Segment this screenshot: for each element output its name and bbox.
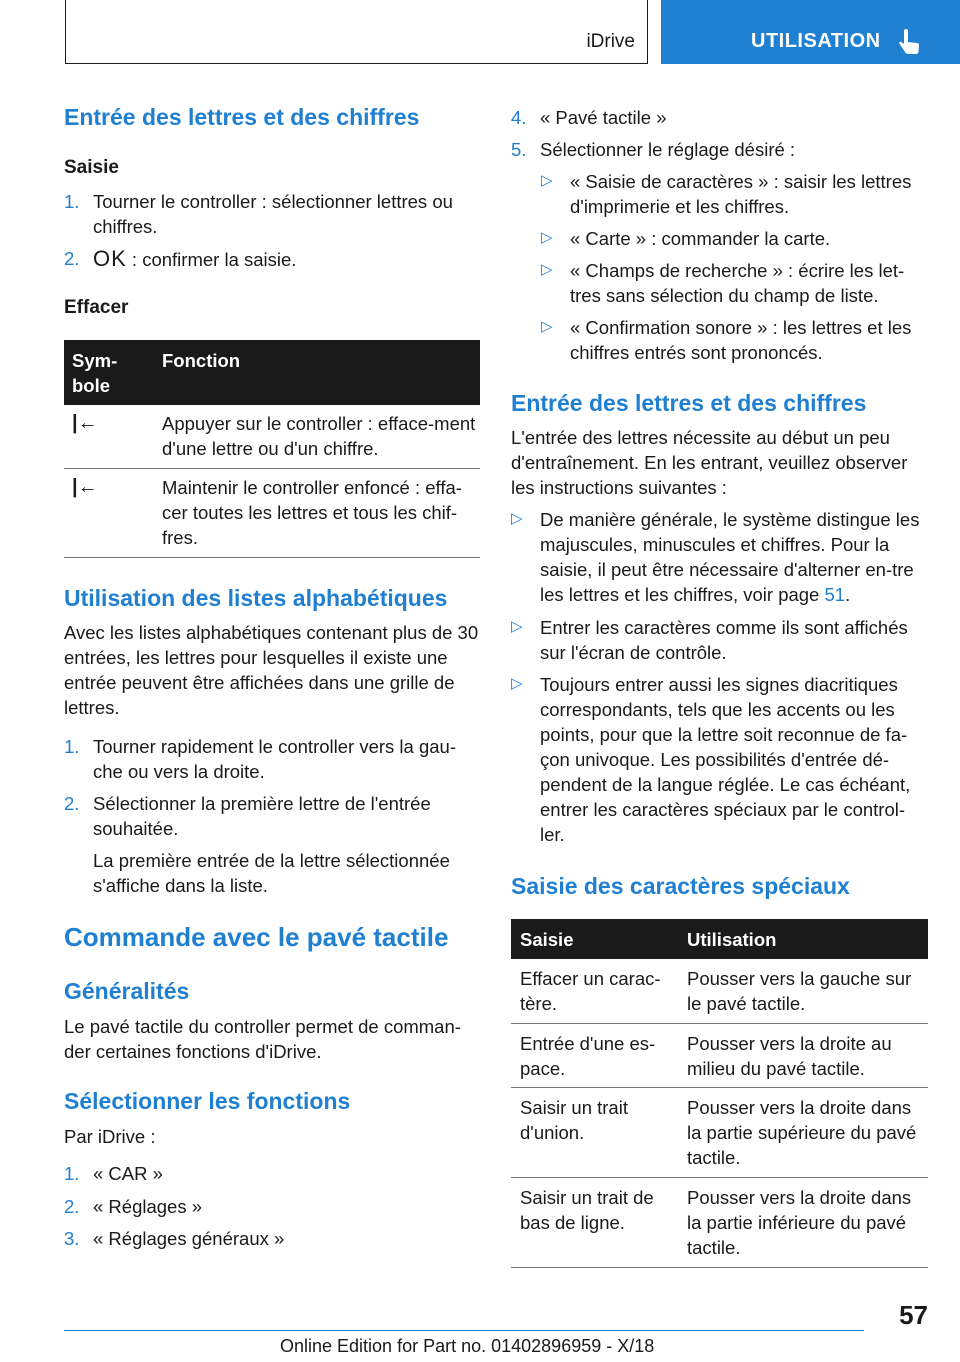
- list-text: Tourner le controller : sélectionner lettres ou chiffres.: [93, 191, 453, 237]
- header-section-label: UTILISATION: [751, 30, 881, 52]
- table-header-symbol: Sym-bole: [72, 350, 118, 396]
- bullet-item: [541, 315, 929, 365]
- triangle-bullet-icon: ▷: [541, 229, 553, 246]
- section-title-speciaux: Saisie des caractères spéciaux: [511, 873, 850, 899]
- table-cell: Entrée d'une es-pace.: [520, 1033, 656, 1079]
- subsection-title-generalites: Généralités: [64, 978, 190, 1004]
- subsection-title-fonctions: Sélectionner les fonctions: [64, 1088, 351, 1114]
- speciaux-table-header: [511, 919, 928, 959]
- page-number: 57: [899, 1300, 928, 1330]
- section-title-pave: Commande avec le pavé tactile: [64, 922, 449, 952]
- list-item: [64, 1194, 482, 1219]
- list-item: [64, 189, 482, 239]
- bullet-text: « Champs de recherche » : écrire les let-tres sans sélection du champ de liste.: [570, 260, 905, 306]
- list-text: « Pavé tactile »: [540, 107, 667, 128]
- list-note: [64, 848, 482, 898]
- bullet-text: « Carte » : commander la carte.: [570, 228, 831, 249]
- list-text: Tourner rapidement le controller vers la gau-che ou vers la droite.: [93, 736, 456, 782]
- list-number: 2.: [64, 793, 80, 814]
- table-row: [64, 469, 480, 558]
- list-item: [64, 1226, 482, 1251]
- backspace-icon: |←: [72, 412, 98, 434]
- bullet-text: Entrer les caractères comme ils sont affichés sur l'écran de contrôle.: [540, 617, 908, 663]
- list-text: « Réglages »: [93, 1196, 203, 1217]
- list-item: [511, 137, 929, 162]
- table-cell: Saisir un trait de bas de ligne.: [520, 1187, 654, 1233]
- list-number: 4.: [511, 107, 527, 128]
- list-number: 2.: [64, 248, 80, 269]
- hand-pointer-icon: [897, 27, 921, 57]
- bullet-item: [541, 226, 929, 251]
- bullet-text: « Saisie de caractères » : saisir les lettres d'imprimerie et les chiffres.: [570, 171, 912, 217]
- ok-icon: OK: [93, 246, 127, 271]
- table-header-fonction: Fonction: [162, 350, 241, 371]
- bullet-item: [511, 672, 929, 847]
- list-item: [64, 246, 482, 272]
- paragraph: Avec les listes alphabétiques contenant plus de 30 entrées, les lettres pour lesquelles il existe une entrée peuvent être affichées dans une grille de lettres.: [64, 622, 479, 718]
- list-number: 1.: [64, 191, 80, 212]
- table-cell: Saisir un trait d'union.: [520, 1097, 628, 1143]
- list-item: [64, 734, 482, 784]
- table-cell: Maintenir le controller enfoncé : effa-cer toutes les lettres et tous les chif-fres.: [162, 477, 462, 548]
- triangle-bullet-icon: ▷: [541, 172, 553, 189]
- section-title-entree: Entrée des lettres et des chiffres: [64, 104, 420, 130]
- footer-rule: [64, 1330, 864, 1331]
- table-row: [511, 1178, 928, 1268]
- list-number: 1.: [64, 1163, 80, 1184]
- subheading-effacer: Effacer: [64, 297, 129, 318]
- table-header-saisie: Saisie: [520, 929, 574, 950]
- list-text: Sélectionner le réglage désiré :: [540, 139, 796, 160]
- section-title-entree-2: Entrée des lettres et des chiffres: [511, 390, 867, 416]
- triangle-bullet-icon: ▷: [541, 261, 553, 278]
- header-chapter-box: [65, 0, 648, 64]
- triangle-bullet-icon: ▷: [511, 618, 523, 635]
- header-chapter-label: iDrive: [586, 31, 635, 52]
- bullet-text: Toujours entrer aussi les signes diacritiques correspondants, tels que les accents ou les points, pour que la lettre soit reconnue de fa-çon univoque. Les possibilités d'entrée dé-pendent de la langue réglée. Le cas échéant, entrer les caractères spéciaux par le control-ler.: [540, 674, 911, 845]
- list-text: « CAR »: [93, 1163, 163, 1184]
- header-section-tab: [661, 0, 960, 64]
- table-cell: Pousser vers la gauche sur le pavé tactile.: [687, 968, 912, 1014]
- table-cell: Pousser vers la droite au milieu du pavé tactile.: [687, 1033, 892, 1079]
- bullet-item: [541, 169, 929, 219]
- triangle-bullet-icon: ▷: [541, 318, 553, 335]
- table-row: [64, 405, 480, 469]
- backspace-icon: |←: [72, 476, 98, 498]
- page-link[interactable]: 51: [824, 584, 846, 605]
- table-row: [511, 959, 928, 1024]
- bullet-text: De manière générale, le système distingue les majuscules, minuscules et chiffres. Pour la saisie, il peut être nécessaire d'alterner en-tre les lettres et les chiffres, voir page: [540, 509, 920, 605]
- section-title-listes: Utilisation des listes alphabétiques: [64, 585, 448, 611]
- table-cell: Pousser vers la droite dans la partie inférieure du pavé tactile.: [687, 1187, 912, 1258]
- paragraph: Par iDrive :: [64, 1126, 156, 1147]
- bullet-tail: .: [845, 584, 851, 605]
- effacer-table-header: [64, 340, 480, 405]
- table-row: [511, 1024, 928, 1088]
- paragraph: Le pavé tactile du controller permet de comman-der certaines fonctions d'iDrive.: [64, 1016, 461, 1062]
- list-item: [511, 105, 929, 130]
- table-cell: Effacer un carac-tère.: [520, 968, 661, 1014]
- list-number: 3.: [64, 1228, 80, 1249]
- bullet-item: [511, 615, 929, 665]
- list-number: 5.: [511, 139, 527, 160]
- triangle-bullet-icon: ▷: [511, 510, 523, 527]
- bullet-item: [541, 258, 929, 308]
- bullet-item: [511, 507, 929, 607]
- table-header-utilisation: Utilisation: [687, 929, 777, 950]
- list-text: : confirmer la saisie.: [126, 249, 297, 270]
- table-cell: Pousser vers la droite dans la partie supérieure du pavé tactile.: [687, 1097, 917, 1168]
- bullet-text: « Confirmation sonore » : les lettres et les chiffres entrés sont prononcés.: [570, 317, 912, 363]
- footer-edition-text: Online Edition for Part no. 01402896959 - X/18: [280, 1336, 655, 1356]
- subheading-saisie: Saisie: [64, 157, 119, 178]
- list-text: Sélectionner la première lettre de l'entrée souhaitée.: [93, 793, 431, 839]
- list-text: « Réglages généraux »: [93, 1228, 285, 1249]
- list-item: [64, 1161, 482, 1186]
- triangle-bullet-icon: ▷: [511, 675, 523, 692]
- table-row: [511, 1088, 928, 1178]
- list-number: 1.: [64, 736, 80, 757]
- paragraph: L'entrée des lettres nécessite au début un peu d'entraînement. En les entrant, veuillez observer les instructions suivantes :: [511, 427, 908, 498]
- list-number: 2.: [64, 1196, 80, 1217]
- table-cell: Appuyer sur le controller : efface-ment d'une lettre ou d'un chiffre.: [162, 413, 476, 459]
- list-item: [64, 791, 482, 841]
- note-text: La première entrée de la lettre sélectionnée s'affiche dans la liste.: [93, 850, 450, 896]
